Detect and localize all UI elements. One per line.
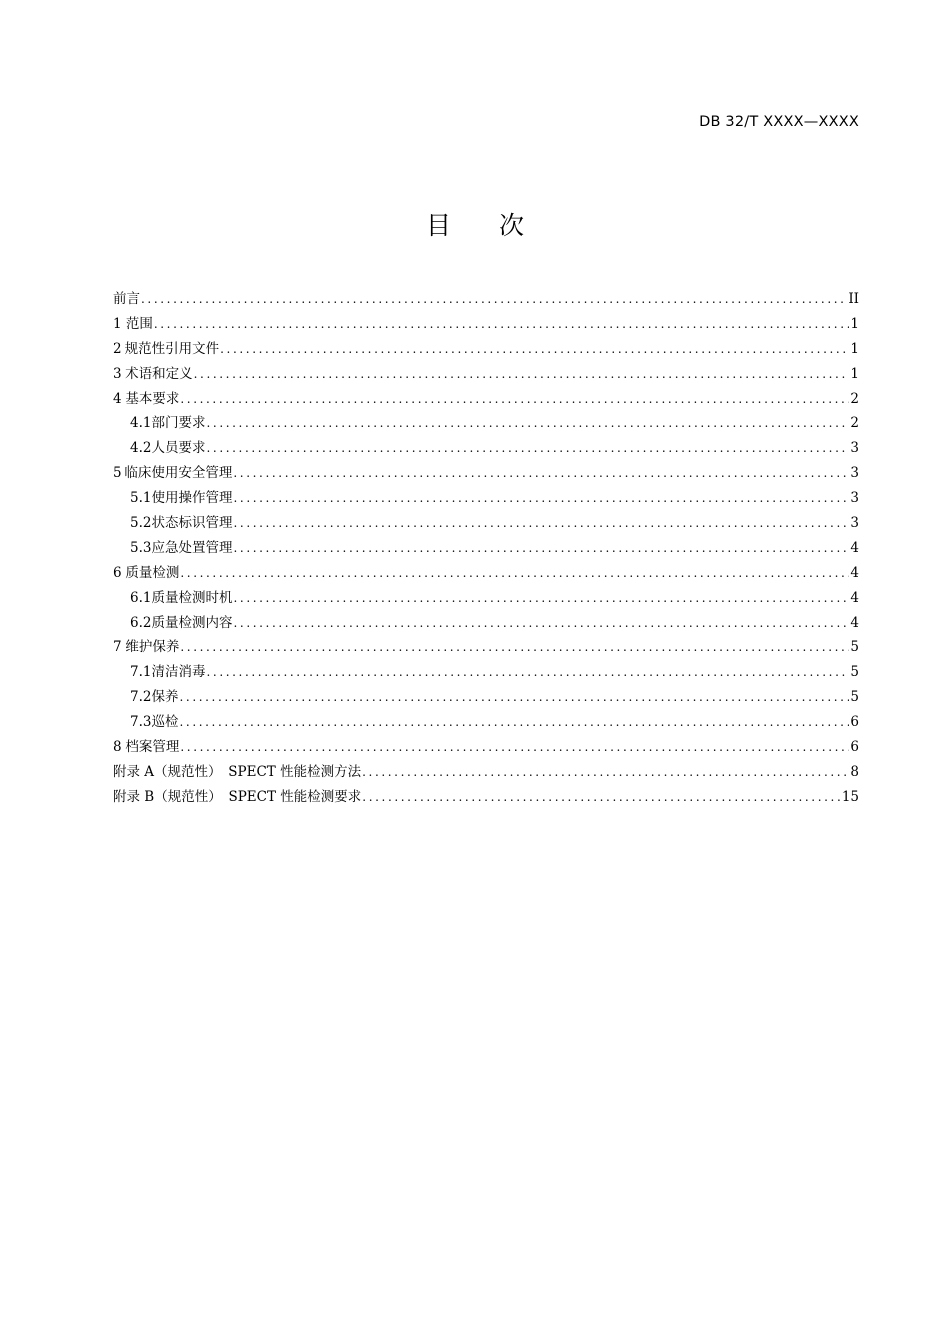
toc-entry-page-number: 4 [850,539,859,556]
toc-entry[interactable] [113,785,859,810]
toc-dot-leader [233,536,849,561]
toc-entry-number: 7.2 [130,689,152,706]
toc-entry-number: 1 [113,315,122,332]
toc-entry-label: 规范性引用文件 [124,340,220,357]
toc-entry-page-number: 3 [850,440,859,457]
toc-dot-leader [180,561,849,586]
toc-dot-leader [194,362,850,387]
toc-dot-leader [362,760,849,785]
toc-dot-leader [220,337,849,362]
toc-dot-leader [206,660,849,685]
toc-entry-number: 8 [113,739,122,756]
toc-dot-leader [206,436,849,461]
toc-entry-number: 2 [113,340,122,357]
toc-entry-number: 6.2 [130,614,152,631]
toc-dot-leader [233,461,849,486]
toc-dot-leader [180,387,849,412]
toc-entry-label: 应急处置管理 [151,539,233,556]
toc-entry-number: 5 [113,465,122,482]
toc-dot-leader [154,312,850,337]
toc-dot-leader [141,287,847,312]
toc-entry-label: 术语和定义 [125,365,193,382]
toc-entry-page-number: 15 [841,788,859,805]
toc-entry-page-number: 1 [850,365,859,382]
toc-entry-label: 状态标识管理 [151,515,233,532]
toc-dot-leader [233,511,849,536]
toc-entry[interactable] [113,710,859,735]
document-code: DB 32/T XXXX—XXXX [699,114,859,130]
toc-entry-label: 部门要求 [151,415,206,432]
toc-entry-page-number: 3 [850,490,859,507]
toc-entry[interactable] [113,411,859,436]
toc-entry-label: 附录 B（规范性） SPECT 性能检测要求 [113,788,362,805]
toc-entry-number: 7 [113,639,122,656]
toc-entry[interactable] [113,337,859,362]
toc-entry-number: 6 [113,564,122,581]
toc-entry-label: 范围 [125,315,153,332]
toc-entry-page-number: 8 [850,763,859,780]
toc-entry-label: 档案管理 [125,739,180,756]
toc-dot-leader [179,710,849,735]
toc-entry[interactable] [113,685,859,710]
toc-entry[interactable] [113,436,859,461]
toc-entry-number: 6.1 [130,589,152,606]
toc-entry-number: 4.1 [130,415,152,432]
toc-entry-number: 4 [113,390,122,407]
toc-entry-page-number: 4 [850,614,859,631]
toc-entry[interactable] [113,586,859,611]
toc-entry-label: 基本要求 [125,390,180,407]
toc-dot-leader [362,785,841,810]
toc-entry-number: 7.3 [130,714,152,731]
toc-entry-label: 使用操作管理 [151,490,233,507]
toc-entry[interactable] [113,362,859,387]
toc-entry-page-number: II [848,291,859,307]
toc-entry-label: 维护保养 [125,639,180,656]
toc-entry-number: 5.3 [130,539,152,556]
toc-entry[interactable] [113,660,859,685]
toc-entry-page-number: 3 [850,515,859,532]
toc-dot-leader [233,586,849,611]
toc-entry[interactable] [113,611,859,636]
table-of-contents [113,287,859,810]
toc-entry-page-number: 1 [850,340,859,357]
toc-entry-page-number: 3 [850,465,859,482]
toc-entry-page-number: 2 [850,390,859,407]
toc-entry-number: 5.2 [130,515,152,532]
toc-entry[interactable] [113,287,859,312]
toc-entry-page-number: 6 [850,714,859,731]
toc-entry[interactable] [113,735,859,760]
toc-entry[interactable] [113,312,859,337]
toc-entry-label: 巡检 [151,714,179,731]
toc-dot-leader [180,635,849,660]
toc-entry[interactable] [113,536,859,561]
toc-dot-leader [206,411,849,436]
toc-entry[interactable] [113,486,859,511]
toc-entry-page-number: 2 [850,415,859,432]
toc-dot-leader [233,486,849,511]
toc-entry-label: 人员要求 [151,440,206,457]
toc-entry[interactable] [113,387,859,412]
toc-entry-page-number: 6 [850,739,859,756]
toc-entry-label: 清洁消毒 [151,664,206,681]
toc-entry-label: 临床使用安全管理 [124,465,233,482]
toc-dot-leader [180,735,849,760]
toc-entry-label: 质量检测时机 [151,589,233,606]
toc-entry-page-number: 5 [850,689,859,706]
toc-entry-label: 质量检测内容 [151,614,233,631]
toc-entry-label: 前言 [113,291,140,307]
toc-entry[interactable] [113,511,859,536]
toc-entry-number: 5.1 [130,490,152,507]
toc-title: 目 次 [426,211,544,240]
toc-entry[interactable] [113,635,859,660]
toc-entry[interactable] [113,760,859,785]
toc-entry-number: 3 [113,365,122,382]
toc-entry-page-number: 1 [850,315,859,332]
toc-entry-page-number: 4 [850,589,859,606]
toc-dot-leader [179,685,849,710]
toc-entry-page-number: 5 [850,639,859,656]
toc-entry-number: 4.2 [130,440,152,457]
toc-entry[interactable] [113,461,859,486]
toc-entry-label: 质量检测 [125,564,180,581]
toc-entry-label: 附录 A（规范性） SPECT 性能检测方法 [113,763,362,780]
toc-entry-label: 保养 [151,689,179,706]
toc-entry[interactable] [113,561,859,586]
toc-entry-number: 7.1 [130,664,152,681]
toc-dot-leader [233,611,849,636]
toc-entry-page-number: 4 [850,564,859,581]
toc-entry-page-number: 5 [850,664,859,681]
